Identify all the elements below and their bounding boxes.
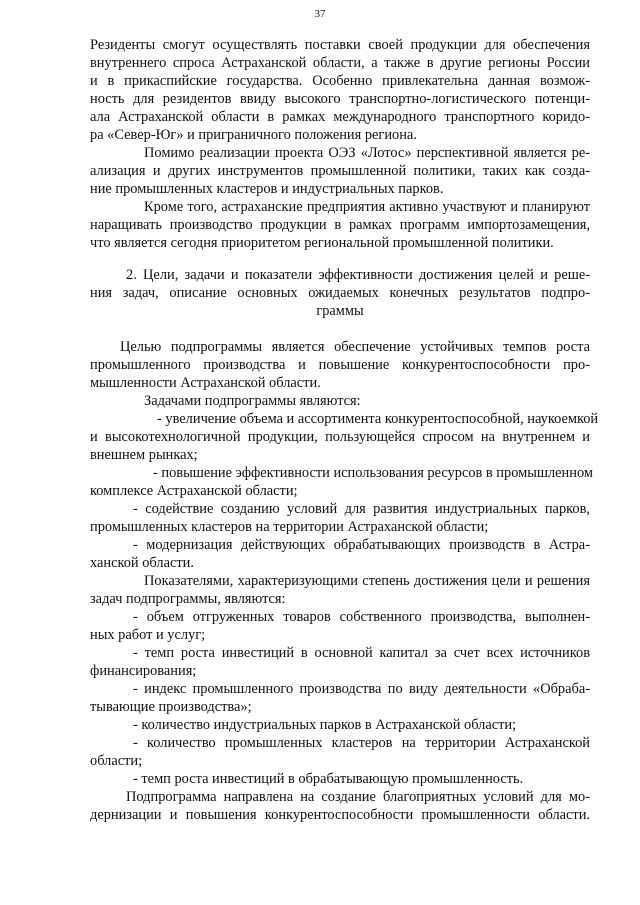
section-heading-line: ния задач, описание основных ожидаемых конечных результатов подпро- (90, 285, 590, 301)
section-heading-line: граммы (316, 303, 364, 319)
body-line: комплексе Астраханской области; (90, 483, 298, 499)
body-line: - количество промышленных кластеров на территории Астраханской (133, 735, 590, 751)
section-heading-line: 2. Цели, задачи и показатели эффективности достижения целей и реше- (126, 267, 590, 283)
body-line: - модернизация действующих обрабатывающих производств в Астра- (133, 537, 590, 553)
body-line: - содействие созданию условий для развития индустриальных парков, (133, 501, 590, 517)
body-line: дернизации и повышения конкурентоспособности промышленности области. (90, 807, 590, 823)
intro-line: ализация и других инструментов промышленной политики, таких как созда- (90, 163, 590, 179)
body-line: Целью подпрограммы является обеспечение устойчивых темпов роста (120, 339, 590, 355)
intro-line: ность для резидентов ввиду высокого транспортно-логистического потенци- (90, 91, 590, 107)
body-line: - темп роста инвестиций в основной капитал за счет всех источников (133, 645, 590, 661)
intro-line: наращивать производство продукции в рамках программ импортозамещения, (90, 217, 590, 233)
body-line: задач подпрограммы, являются: (90, 591, 286, 607)
body-line: Подпрограмма направлена на создание благоприятных условий для мо- (126, 789, 590, 805)
body-line: области; (90, 753, 143, 769)
body-line: ных работ и услуг; (90, 627, 206, 643)
intro-line: и в прикаспийские государства. Особенно привлекательна данная возмож- (90, 73, 590, 89)
body-line: - индекс промышленного производства по виду деятельности «Обраба- (133, 681, 590, 697)
body-line: - темп роста инвестиций в обрабатывающую промышленность. (133, 771, 524, 787)
body-line: внешнем рынках; (90, 447, 198, 463)
body-line: финансирования; (90, 663, 197, 679)
body-line: тывающие производства»; (90, 699, 252, 715)
intro-line: ние промышленных кластеров и индустриальных парков. (90, 181, 444, 197)
intro-line: ала Астраханской области в рамках международного транспортного коридо- (90, 109, 590, 125)
body-line: и высокотехнологичной продукции, пользующейся спросом на внутреннем и (90, 429, 590, 445)
body-line: Задачами подпрограммы являются: (144, 393, 361, 409)
body-line: - увеличение объема и ассортимента конкурентоспособной, наукоемкой (157, 411, 599, 427)
body-line: - повышение эффективности использования ресурсов в промышленном (153, 465, 593, 481)
intro-line: Резиденты смогут осуществлять поставки своей продукции для обеспечения (90, 37, 590, 53)
body-line: Показателями, характеризующими степень достижения цели и решения (144, 573, 590, 589)
page-number: 37 (314, 8, 326, 20)
body-line: ханской области. (90, 555, 194, 571)
body-line: промышленного производства и повышение конкурентоспособности про- (90, 357, 590, 373)
intro-line: что является сегодня приоритетом региональной промышленной политики. (90, 235, 554, 251)
intro-line: Кроме того, астраханские предприятия активно участвуют и планируют (144, 199, 590, 215)
body-line: промышленных кластеров на территории Астраханской области; (90, 519, 489, 535)
intro-line: внутреннего спроса Астраханской области, а также в другие регионы России (90, 55, 590, 71)
body-line: мышленности Астраханской области. (90, 375, 321, 391)
body-line: - количество индустриальных парков в Астраханской области; (133, 717, 517, 733)
intro-line: Помимо реализации проекта ОЭЗ «Лотос» перспективной является ре- (144, 145, 590, 161)
body-line: - объем отгруженных товаров собственного производства, выполнен- (133, 609, 590, 625)
intro-line: ра «Север-Юг» и приграничного положения региона. (90, 127, 417, 143)
